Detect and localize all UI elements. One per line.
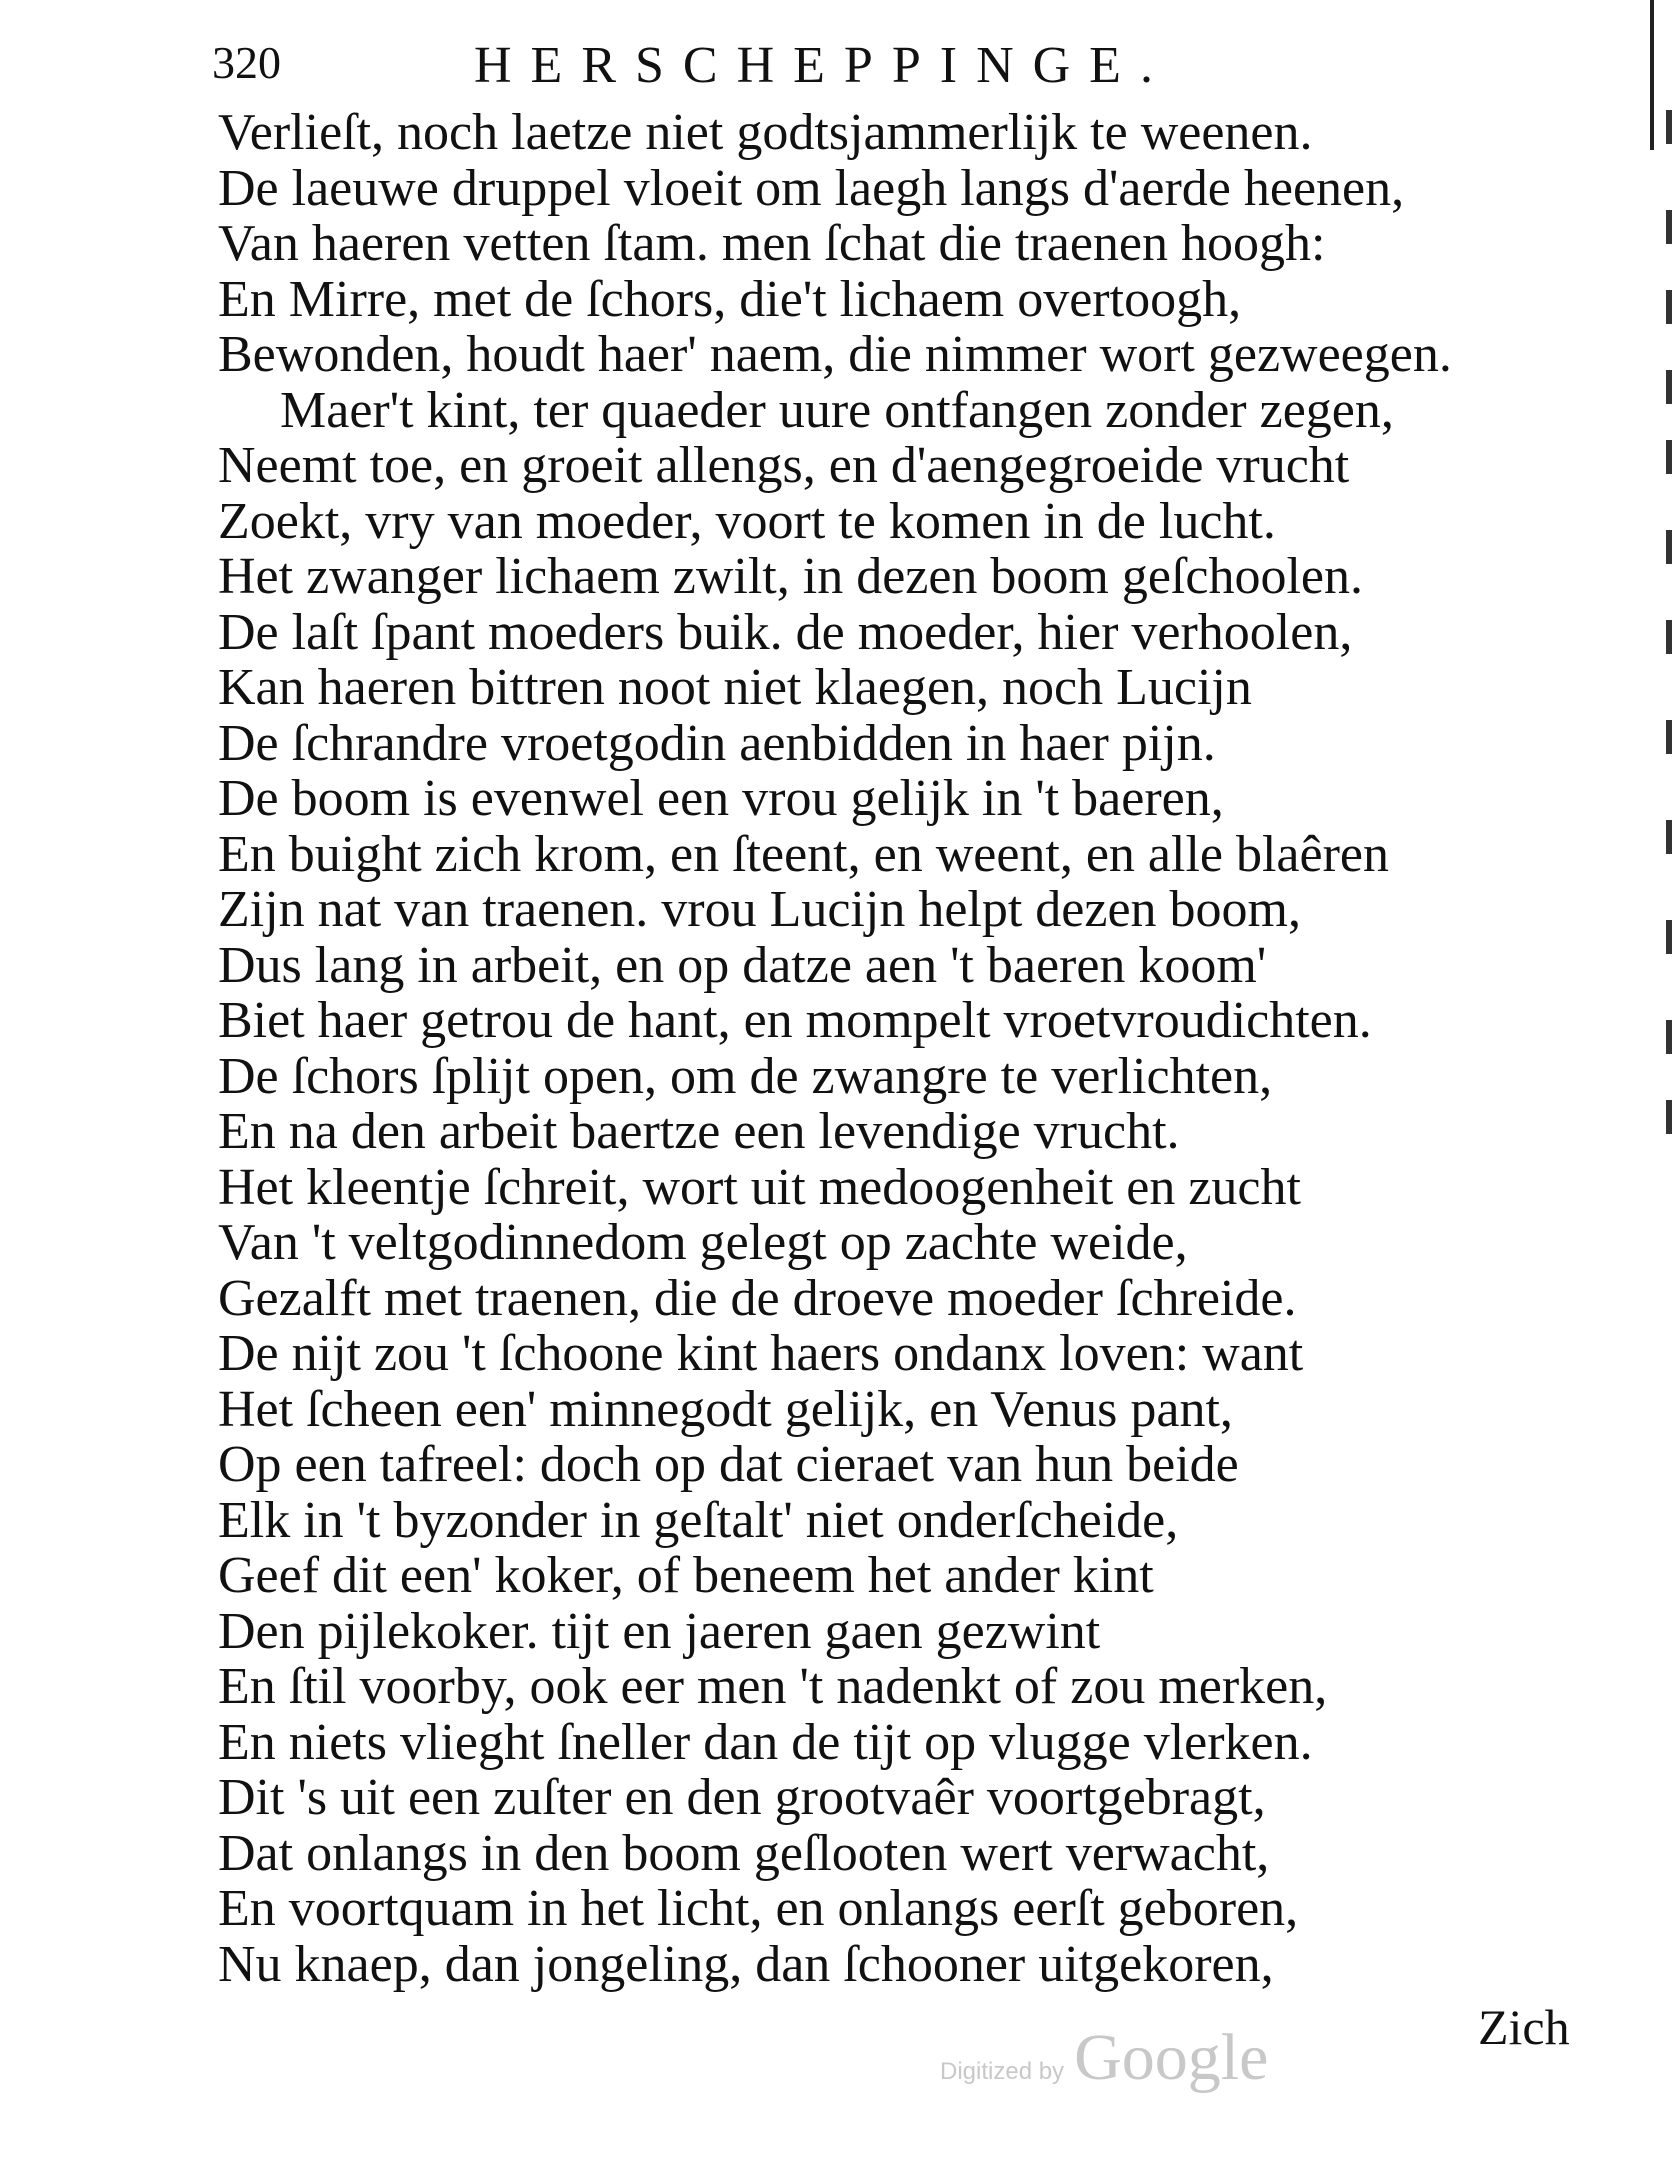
poem-line: En buight zich krom, en ſteent, en weent, en alle blaêren [218,825,1389,883]
edge-mark [1666,210,1672,244]
poem-text [218,105,1618,1992]
poem-line: De laeuwe druppel vloeit om laegh langs d'aerde heenen, [218,159,1405,217]
poem-line: Gezalft met traenen, die de droeve moeder ſchreide. [218,1269,1297,1327]
poem-line: Kan haeren bittren noot niet klaegen, noch Lucijn [218,659,1252,716]
poem-line: Verlieſt, noch laetze niet godtsjammerlijk te weenen. [218,104,1313,161]
edge-mark [1666,370,1672,404]
poem-line: En na den arbeit baertze een levendige vrucht. [218,1103,1180,1160]
poem-line: Het ſcheen een' minnegodt gelijk, en Venus pant, [218,1380,1233,1438]
watermark-prefix: Digitized by [940,2058,1065,2085]
poem-line: Neemt toe, en groeit allengs, en d'aengegroeide vrucht [218,437,1350,494]
poem-line: En voortquam in het licht, en onlangs eerſt geboren, [218,1880,1299,1937]
edge-mark [1666,620,1672,654]
edge-mark [1666,110,1672,144]
poem-line: Elk in 't byzonder in geſtalt' niet onderſcheide, [218,1491,1179,1549]
poem-line: En ſtil voorby, ook eer men 't nadenkt of zou merken, [218,1658,1328,1715]
poem-line: Zoekt, vry van moeder, voort te komen in de lucht. [218,492,1276,550]
poem-line: De ſchrandre vroetgodin aenbidden in haer pijn. [218,714,1216,772]
poem-line: Van haeren vetten ſtam. men ſchat die traenen hoogh: [218,215,1326,272]
poem-line: Het kleentje ſchreit, wort uit medoogenheit en zucht [218,1158,1301,1216]
poem-line: Op een tafreel: doch op dat cieraet van hun beide [218,1436,1239,1493]
watermark-brand: Google [1074,2021,1269,2094]
poem-line: Van 't veltgodinnedom gelegt op zachte weide, [218,1214,1188,1271]
poem-line: En Mirre, met de ſchors, die't lichaem overtoogh, [218,270,1242,328]
edge-mark [1666,1020,1672,1054]
poem-line: De laſt ſpant moeders buik. de moeder, hier verhoolen, [218,603,1353,661]
poem-line: Zijn nat van traenen. vrou Lucijn helpt dezen boom, [218,881,1301,938]
poem-line: En niets vlieght ſneller dan de tijt op vlugge vlerken. [218,1713,1313,1771]
edge-mark [1666,820,1672,854]
poem-line: Bewonden, houdt haer' naem, die nimmer wort gezweegen. [218,326,1452,383]
digitized-by-google-watermark [940,2020,1300,2100]
edge-mark [1666,440,1672,474]
poem-line: Maer't kint, ter quaeder uure ontfangen zonder zegen, [280,381,1394,439]
catchword: Zich [1478,1999,1570,2055]
page-edge-rule [1650,0,1654,150]
poem-line: Nu knaep, dan jongeling, dan ſchooner uitgekoren, [218,1935,1274,1993]
poem-line: Dit 's uit een zuſter en den grootvaêr voortgebragt, [218,1769,1266,1826]
poem-line: Dat onlangs in den boom geſlooten wert verwacht, [218,1824,1270,1882]
edge-mark [1666,720,1672,754]
poem-line: De ſchors ſplijt open, om de zwangre te verlichten, [218,1047,1273,1105]
poem-line: Dus lang in arbeit, en op datze aen 't baeren koom' [218,936,1267,994]
poem-line: De nijt zou 't ſchoone kint haers ondanx loven: want [218,1325,1304,1382]
poem-line: Biet haer getrou de hant, en mompelt vroetvroudichten. [218,992,1372,1049]
poem-line: De boom is evenwel een vrou gelijk in 't baeren, [218,770,1224,827]
running-title: HERSCHEPPINGE. [474,37,1172,94]
poem-line: Geef dit een' koker, of beneem het ander kint [218,1547,1154,1604]
poem-line: Den pijlekoker. tijt en jaeren gaen gezwint [218,1602,1101,1660]
edge-mark [1666,920,1672,954]
page-header [212,28,1362,98]
poem-line: Het zwanger lichaem zwilt, in dezen boom geſchoolen. [218,548,1364,605]
facing-page-edge [1662,100,1679,1150]
page-number: 320 [212,37,281,88]
edge-mark [1666,530,1672,564]
edge-mark [1666,1100,1672,1134]
edge-mark [1666,290,1672,324]
